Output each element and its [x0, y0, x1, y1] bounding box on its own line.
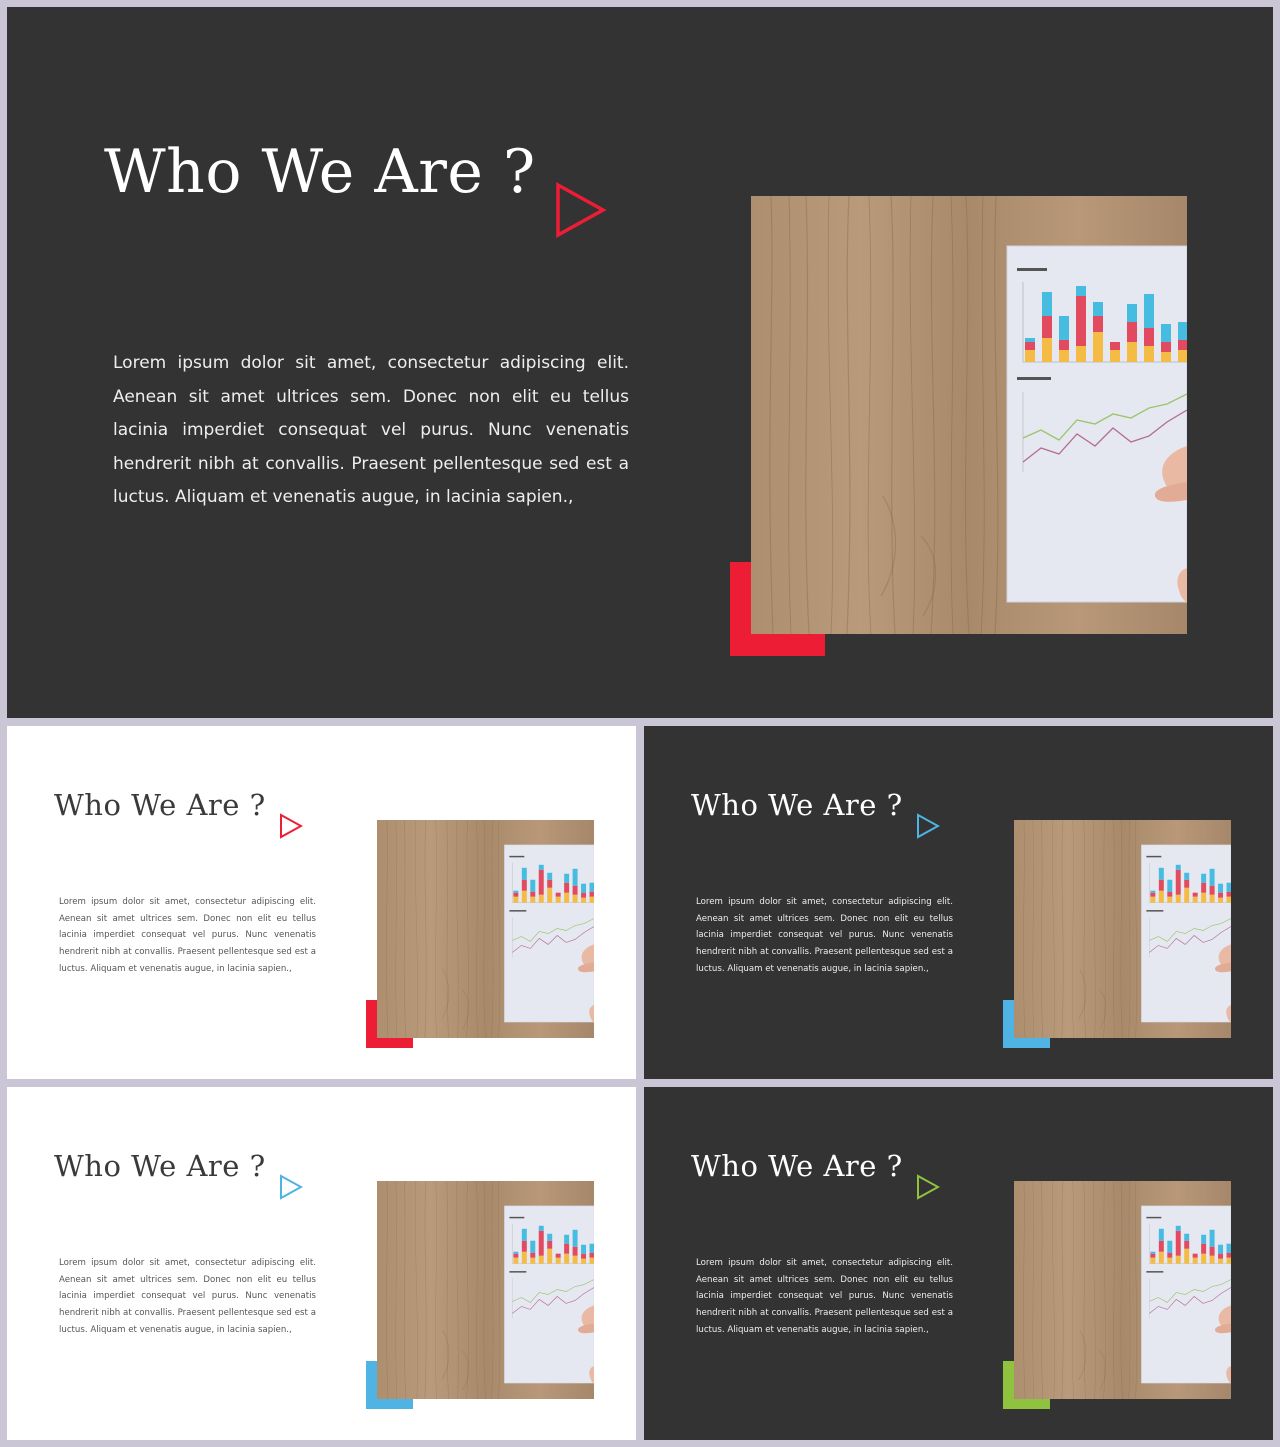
play-triangle-icon: [279, 813, 303, 839]
wood-desk-chart-photo: [1014, 1181, 1231, 1399]
slide-body-text: Lorem ipsum dolor sit amet, consectetur adipiscing elit. Aenean sit amet ultrices sem. Donec non elit eu tellus lacinia imperdiet consequat vel purus. Nunc venenatis hendrerit nibh at convallis. Praesent pellentesque sed est a luctus. Aliquam et venenatis augue, in lacinia sapien.,: [696, 897, 953, 974]
play-triangle-icon: [916, 813, 940, 839]
slide-title: Who We Are ?: [691, 788, 903, 822]
slide-main: [7, 7, 1273, 718]
wood-desk-chart-photo: [751, 196, 1187, 634]
slide-dark-blue: [644, 726, 1273, 1079]
wood-desk-chart-photo: [377, 820, 594, 1038]
wood-desk-chart-photo: [377, 1181, 594, 1399]
slide-light-red: [7, 726, 636, 1079]
wood-desk-chart-photo: [1014, 820, 1231, 1038]
slide-title: Who We Are ?: [54, 788, 266, 822]
slide-title: Who We Are ?: [54, 1149, 266, 1183]
play-triangle-icon: [555, 182, 607, 238]
slide-title: Who We Are ?: [104, 137, 536, 207]
slide-body-text: Lorem ipsum dolor sit amet, consectetur adipiscing elit. Aenean sit amet ultrices sem. Donec non elit eu tellus lacinia imperdiet consequat vel purus. Nunc venenatis hendrerit nibh at convallis. Praesent pellentesque sed est a luctus. Aliquam et venenatis augue, in lacinia sapien.,: [696, 1258, 953, 1335]
slide-light-blue: [7, 1087, 636, 1440]
slide-dark-green: [644, 1087, 1273, 1440]
slide-body-text: Lorem ipsum dolor sit amet, consectetur adipiscing elit. Aenean sit amet ultrices sem. Donec non elit eu tellus lacinia imperdiet consequat vel purus. Nunc venenatis hendrerit nibh at convallis. Praesent pellentesque sed est a luctus. Aliquam et venenatis augue, in lacinia sapien.,: [113, 353, 629, 507]
slide-body-text: Lorem ipsum dolor sit amet, consectetur adipiscing elit. Aenean sit amet ultrices sem. Donec non elit eu tellus lacinia imperdiet consequat vel purus. Nunc venenatis hendrerit nibh at convallis. Praesent pellentesque sed est a luctus. Aliquam et venenatis augue, in lacinia sapien.,: [59, 897, 316, 974]
play-triangle-icon: [279, 1174, 303, 1200]
slide-title: Who We Are ?: [691, 1149, 903, 1183]
play-triangle-icon: [916, 1174, 940, 1200]
slide-body-text: Lorem ipsum dolor sit amet, consectetur adipiscing elit. Aenean sit amet ultrices sem. Donec non elit eu tellus lacinia imperdiet consequat vel purus. Nunc venenatis hendrerit nibh at convallis. Praesent pellentesque sed est a luctus. Aliquam et venenatis augue, in lacinia sapien.,: [59, 1258, 316, 1335]
